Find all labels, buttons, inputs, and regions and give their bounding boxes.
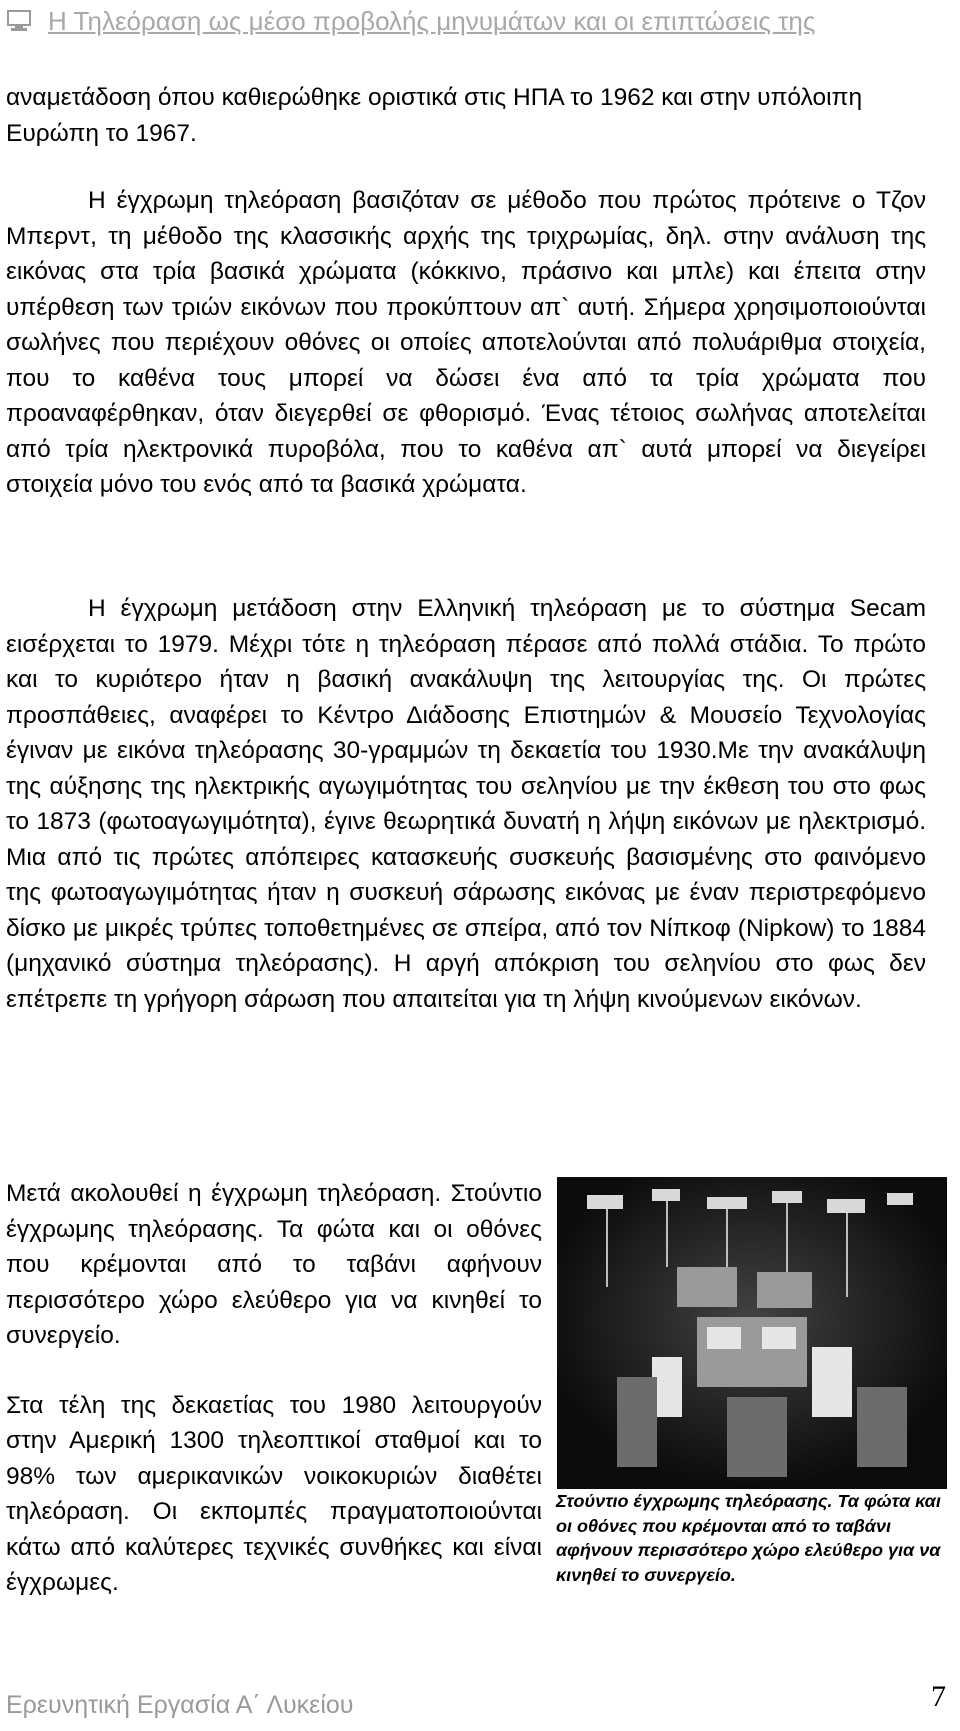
paragraph-transmission: αναμετάδοση όπου καθιερώθηκε οριστικά στις ΗΠΑ το 1962 και στην υπόλοιπη Ευρώπη το 1967. [6, 84, 863, 147]
paragraph-color-studio: Μετά ακολουθεί η έγχρωμη τηλεόραση. Στούντιο έγχρωμης τηλεόρασης. Τα φώτα και οι οθόνες που κρέμονται από το ταβάνι αφήνουν περισσότερο χώρο ελεύθερο για να κινηθεί το συνεργείο. [6, 1180, 542, 1349]
paragraph-greek-tv-history: Η έγχρωμη μετάδοση στην Ελληνική τηλεόραση με το σύστημα Secam εισέρχεται το 1979. Μέχρι τότε η τηλεόραση πέρασε από πολλά στάδια. Το πρώτο και το κυριότερο ήταν η βασική ανακάλυψη της λειτουργίας της. Οι πρώτες προσπάθειες, αναφέρει το Κέντρο Διάδοσης Επιστημών & Μουσείο Τεχνολογίας έγιναν με εικόνα τηλεόρασης 30-γραμμών τη δεκαετία του 1930.Με την ανακάλυψη της αύξησης της ηλεκτρικής αγωγιμότητας του σεληνίου με την έκθεση του στο φως το 1873 (φωτοαγωγιμότητα), έγινε θεωρητικά δυνατή η λήψη εικόνων με ηλεκτρισμό. Μια από τις πρώτες απόπειρες κατασκευής συσκευής βασισμένης στο φαινόμενο της φωτοαγωγιμότητας ήταν η συσκευή σάρωσης εικόνας με έναν περιστρεφόμενο δίσκο με μικρές τρύπες τοποθετημένες σε σπείρα, από τον Νίπκοφ (Nipkow) το 1884 (μηχανικό σύστημα τηλεόρασης). Η αργή απόκριση του σεληνίου στο φως δεν επέτρεπε τη γρήγορη σάρωση που απαιτείται για τη λήψη κινούμενων εικόνων. [6, 595, 926, 1013]
paragraph-color-tv: Η έγχρωμη τηλεόραση βασιζόταν σε μέθοδο που πρώτος πρότεινε ο Τζον Μπερντ, τη μέθοδο της κλασσικής αρχής της τριχρωμίας, δηλ. στην ανάλυση της εικόνας στα τρία βασικά χρώματα (κόκκινο, πράσινο και μπλε) και έπειτα στην υπέρθεση των τριών εικόνων που προκύπτουν απ` αυτή. Σήμερα χρησιμοποιούνται σωλήνες που περιέχουν οθόνες οι οποίες αποτελούνται από πολυάριθμα στοιχεία, που το καθένα τους μπορεί να δώσει ένα από τα τρία χρώματα που προαναφέρθηκαν, όταν διεγερθεί σε φθορισμό. Ένας τέτοιος σωλήνας αποτελείται από τρία ηλεκτρονικά πυροβόλα, που το καθένα απ` αυτά μπορεί να διεγείρει στοιχεία μόνο του ενός από τα βασικά χρώματα. [6, 187, 926, 498]
studio-photo [557, 1177, 947, 1489]
page-header [0, 4, 900, 38]
lower-text-column [6, 1176, 542, 1601]
header-title: Η Τηλεόραση ως μέσο προβολής μηνυμάτων και οι επιπτώσεις της [48, 5, 816, 36]
monitor-icon [6, 10, 32, 32]
paragraph-1980s: Στα τέλη της δεκαετίας του 1980 λειτουργούν στην Αμερική 1300 τηλεοπτικοί σταθμοί και το 98% των αμερικανικών νοικοκυριών διαθέτει τηλεόραση. Οι εκπομπές πραγματοποιούνται κάτω από καλύτερες τεχνικές συνθήκες και είναι έγχρωμες. [6, 1391, 542, 1596]
page-number: 7 [931, 1680, 946, 1713]
photo-caption: Στούντιο έγχρωμης τηλεόρασης. Τα φώτα και οι οθόνες που κρέμονται από το ταβάνι αφήνουν περισσότερο χώρο ελεύθερο για να κινηθεί το συνεργείο. [556, 1491, 941, 1585]
footer-text: Ερευνητική Εργασία Α΄ Λυκείου [6, 1691, 354, 1719]
